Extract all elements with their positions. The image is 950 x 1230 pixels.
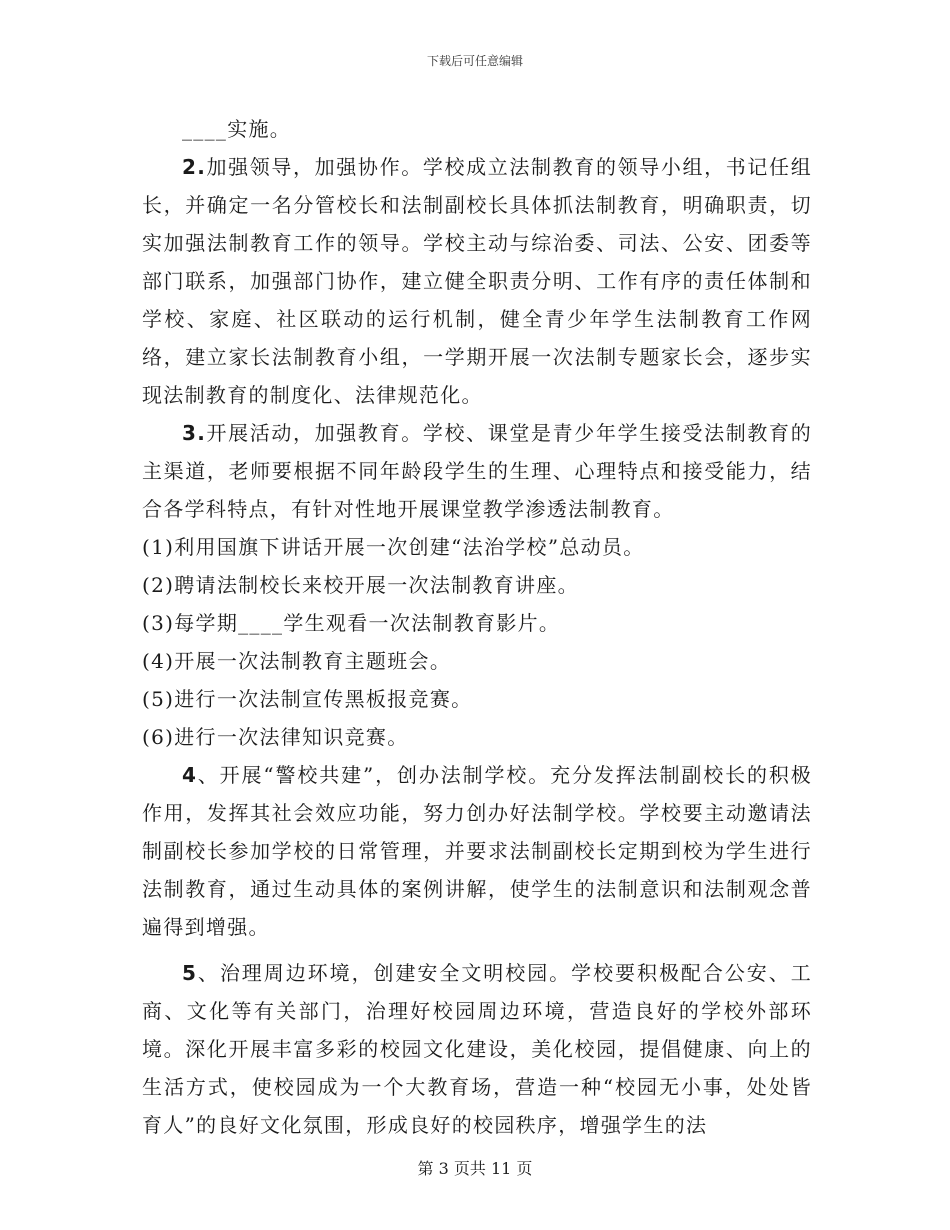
paragraph-3 bbox=[142, 414, 812, 528]
paragraph-2-text: 加强领导，加强协作。学校成立法制教育的领导小组，书记任组长，并确定一名分管校长和法制副校长具体抓法制教育，明确职责，切实加强法制教育工作的领导。学校主动与综治委、司法、公安、团委等部门联系，加强部门协作，建立健全职责分明、工作有序的责任体制和学校、家庭、社区联动的运行机制，健全青少年学生法制教育工作网络，建立家长法制教育小组，一学期开展一次法制专题家长会，逐步实现法制教育的制度化、法律规范化。 bbox=[142, 155, 812, 407]
list-item: (3)每学期____学生观看一次法制教育影片。 bbox=[142, 611, 561, 635]
paragraph-3-number: 3. bbox=[182, 421, 207, 445]
paragraph-4-text: 、开展“警校共建”，创办法制学校。充分发挥法制副校长的积极作用，发挥其社会效应功能，努力创办好法制学校。学校要主动邀请法制副校长参加学校的日常管理，并要求法制副校长定期到校为学生进行法制教育，通过生动具体的案例讲解，使学生的法制意识和法制观念普遍得到增强。 bbox=[142, 763, 812, 939]
list-item: (4)开展一次法制教育主题班会。 bbox=[142, 649, 452, 673]
paragraph-4-number: 4 bbox=[182, 763, 198, 787]
paragraph-2 bbox=[142, 148, 812, 414]
list-item: (5)进行一次法制宣传黑板报竞赛。 bbox=[142, 687, 473, 711]
page-footer: 第 3 页共 11 页 bbox=[417, 1159, 533, 1178]
paragraph-4 bbox=[142, 756, 812, 946]
paragraph-5-text: 、治理周边环境，创建安全文明校园。学校要积极配合公安、工商、文化等有关部门，治理好校园周边环境，营造良好的学校外部环境。深化开展丰富多彩的校园文化建设，美化校园，提倡健康、向上的生活方式，使校园成为一个大教育场，营造一种“校园无小事，处处皆育人”的良好文化氛围，形成良好的校园秩序，增强学生的法 bbox=[142, 961, 812, 1137]
paragraph-3-text: 开展活动，加强教育。学校、课堂是青少年学生接受法制教育的主渠道，老师要根据不同年龄段学生的生理、心理特点和接受能力，结合各学科特点，有针对性地开展课堂教学渗透法制教育。 bbox=[142, 421, 812, 521]
list-item: (6)进行一次法律知识竞赛。 bbox=[142, 725, 409, 749]
paragraph-1-tail: ____实施。 bbox=[182, 117, 292, 141]
page-header: 下载后可任意编辑 bbox=[426, 54, 523, 68]
paragraph-5-number: 5 bbox=[182, 961, 198, 985]
paragraph-5 bbox=[142, 954, 812, 1144]
list-item: (1)利用国旗下讲话开展一次创建“法治学校”总动员。 bbox=[142, 535, 645, 559]
document-body bbox=[142, 110, 812, 1144]
paragraph-2-number: 2. bbox=[182, 155, 207, 179]
list-item: (2)聘请法制校长来校开展一次法制教育讲座。 bbox=[142, 573, 579, 597]
